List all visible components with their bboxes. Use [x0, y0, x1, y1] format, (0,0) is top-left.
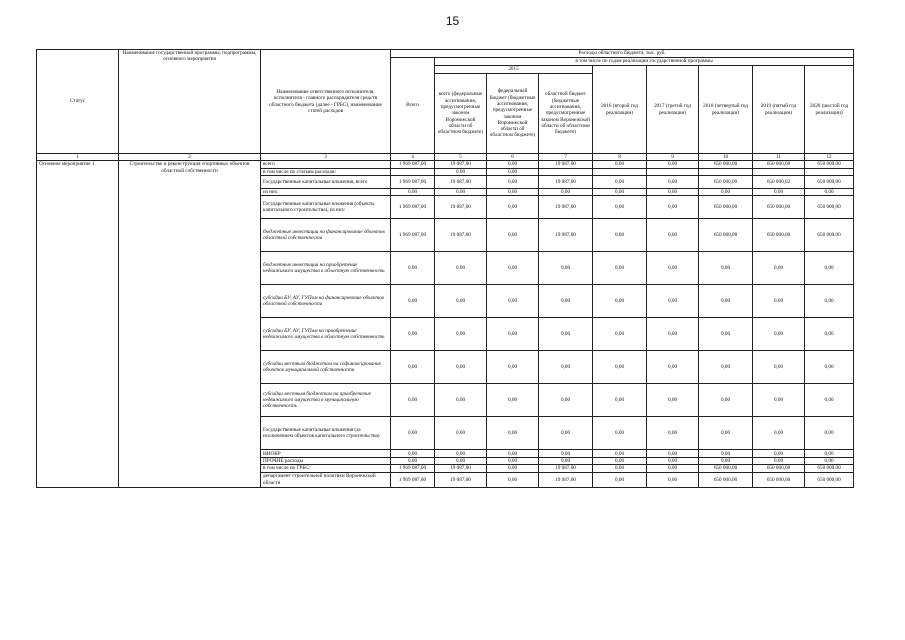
row-label: бюджетные инвестиции на финансирование объектов областной собственности — [261, 219, 391, 252]
value-cell: 0,00 — [593, 450, 647, 458]
row-label: Государственные капитальные вложения (за исключением объектов капитального строительства) — [261, 417, 391, 450]
value-cell: 0,00 — [391, 188, 435, 195]
value-cell: 650 000,00 — [805, 472, 854, 487]
value-cell: 0,00 — [805, 252, 854, 285]
value-cell: 0,00 — [487, 175, 539, 188]
value-cell: 0,00 — [699, 458, 753, 465]
value-cell: 0,00 — [699, 417, 753, 450]
table-body — [37, 161, 854, 487]
value-cell: 0,00 — [647, 161, 699, 168]
col-num: 7 — [539, 154, 593, 161]
value-cell: 650 000,00 — [753, 161, 805, 168]
header-year-2015: 2015 — [435, 66, 593, 74]
value-cell: 0,00 — [593, 161, 647, 168]
value-cell: 0,00 — [647, 384, 699, 417]
value-cell: 650 000,00 — [805, 219, 854, 252]
value-cell: 0,00 — [435, 417, 487, 450]
value-cell: 1 969 087,00 — [391, 196, 435, 219]
value-cell — [593, 168, 647, 175]
value-cell: 0,00 — [487, 465, 539, 472]
value-cell — [647, 168, 699, 175]
value-cell: 0,00 — [435, 318, 487, 351]
value-cell: 19 087,00 — [539, 219, 593, 252]
value-cell: 650 000,00 — [699, 161, 753, 168]
value-cell: 0,00 — [805, 318, 854, 351]
value-cell: 1 969 087,00 — [391, 465, 435, 472]
value-cell: 0,00 — [699, 384, 753, 417]
value-cell: 0,00 — [647, 219, 699, 252]
value-cell: 650 000,00 — [699, 219, 753, 252]
value-cell: 0,00 — [539, 450, 593, 458]
row-label: Государственные капитальные вложения (объекты капитального строительства), из них: — [261, 196, 391, 219]
value-cell: 0,00 — [805, 351, 854, 384]
value-cell — [753, 168, 805, 175]
value-cell: 0,00 — [647, 252, 699, 285]
column-number-row — [37, 154, 854, 161]
value-cell: 650 000,00 — [699, 465, 753, 472]
header-col-2017: 2017 (третий год реализации) — [647, 66, 699, 154]
value-cell: 1 969 087,00 — [391, 161, 435, 168]
value-cell: 0,00 — [435, 252, 487, 285]
value-cell: 0,00 — [593, 188, 647, 195]
value-cell: 0,00 — [593, 458, 647, 465]
value-cell: 650 000,00 — [753, 219, 805, 252]
value-cell: 0,00 — [539, 188, 593, 195]
col-num: 6 — [487, 154, 539, 161]
table-row — [37, 161, 854, 168]
value-cell: 0,00 — [593, 285, 647, 318]
header-col-2016: 2016 (второй год реализации) — [593, 66, 647, 154]
value-cell: 0,00 — [487, 219, 539, 252]
col-num: 11 — [753, 154, 805, 161]
row-label: субсидии БУ, АУ, ГУПам на финансирование объектов областной собственности — [261, 285, 391, 318]
budget-table — [36, 49, 854, 488]
row-label: субсидии местным бюджетам на приобретение недвижимого имущества в муниципальную собственность — [261, 384, 391, 417]
value-cell: 0,00 — [699, 351, 753, 384]
value-cell: 0,00 — [753, 285, 805, 318]
value-cell: 0,00 — [593, 252, 647, 285]
value-cell: 0,00 — [487, 472, 539, 487]
value-cell: 0,00 — [539, 252, 593, 285]
value-cell: 0,00 — [391, 285, 435, 318]
value-cell: 19 087,00 — [435, 196, 487, 219]
value-cell: 19 087,00 — [435, 465, 487, 472]
value-cell: 0,00 — [647, 175, 699, 188]
col-num: 12 — [805, 154, 854, 161]
value-cell: 0,00 — [391, 417, 435, 450]
value-cell: 0,00 — [391, 450, 435, 458]
value-cell: 19 087,00 — [539, 175, 593, 188]
value-cell: 0,00 — [805, 285, 854, 318]
value-cell: 0,00 — [753, 188, 805, 195]
value-cell: 0,00 — [647, 417, 699, 450]
value-cell: 0,00 — [647, 318, 699, 351]
value-cell: 0,00 — [539, 318, 593, 351]
measure-status: Основное мероприятие 1 — [37, 161, 119, 487]
value-cell: 0,00 — [539, 458, 593, 465]
value-cell: 0,00 — [805, 458, 854, 465]
value-cell: 0,00 — [647, 188, 699, 195]
header-col-all-funds: всего (федеральные ассигнования, предусмотренные законом Воронежской области об областном бюджете) — [435, 74, 487, 154]
value-cell: 0,00 — [487, 285, 539, 318]
row-label: из них: — [261, 188, 391, 195]
value-cell — [805, 168, 854, 175]
value-cell: 0,00 — [539, 384, 593, 417]
value-cell — [539, 168, 593, 175]
row-label: субсидии местным бюджетам на софинансирование объектов муниципальной собственности — [261, 351, 391, 384]
value-cell: 0,00 — [487, 318, 539, 351]
value-cell: 0,00 — [435, 168, 487, 175]
value-cell: 0,00 — [593, 318, 647, 351]
col-num: 5 — [435, 154, 487, 161]
value-cell: 650 000,00 — [753, 472, 805, 487]
row-label: в том числе по ГРБС: — [261, 465, 391, 472]
value-cell: 650 000,00 — [699, 196, 753, 219]
value-cell: 0,00 — [805, 384, 854, 417]
value-cell: 0,00 — [699, 285, 753, 318]
value-cell: 1 969 087,00 — [391, 175, 435, 188]
value-cell: 0,00 — [593, 465, 647, 472]
header-total: Всего — [391, 58, 435, 154]
value-cell: 0,00 — [805, 417, 854, 450]
header-col-2019: 2019 (пятый год реализации) — [753, 66, 805, 154]
value-cell: 0,00 — [593, 351, 647, 384]
value-cell: 0,00 — [391, 252, 435, 285]
value-cell: 0,00 — [699, 188, 753, 195]
row-label: Государственные капитальные вложения, всего — [261, 175, 391, 188]
value-cell: 0,00 — [699, 318, 753, 351]
row-label: бюджетные инвестиции на приобретение недвижимого имущества в областную собственность — [261, 252, 391, 285]
value-cell: 0,00 — [435, 458, 487, 465]
header-status: Статус — [37, 50, 119, 154]
value-cell: 0,00 — [487, 161, 539, 168]
header-program-name: Наименование государственной программы, подпрограммы, основного мероприятия — [119, 50, 261, 154]
value-cell: 650 000,00 — [753, 465, 805, 472]
value-cell: 650 000,00 — [805, 175, 854, 188]
row-label: НИОКР — [261, 450, 391, 458]
header-by-years: в том числе по годам реализации государственной программы — [435, 58, 854, 66]
measure-name: Строительство и реконструкция спортивных объектов областной собственности — [119, 161, 261, 487]
value-cell: 0,00 — [593, 175, 647, 188]
value-cell: 0,00 — [753, 384, 805, 417]
page-number: 15 — [445, 14, 460, 28]
value-cell: 650 000,02 — [753, 175, 805, 188]
value-cell: 0,00 — [487, 417, 539, 450]
value-cell: 0,00 — [487, 384, 539, 417]
value-cell: 0,00 — [391, 384, 435, 417]
value-cell: 0,00 — [699, 252, 753, 285]
value-cell: 0,00 — [391, 318, 435, 351]
value-cell: 0,00 — [805, 450, 854, 458]
value-cell: 0,00 — [753, 450, 805, 458]
value-cell: 0,00 — [593, 417, 647, 450]
col-num: 8 — [593, 154, 647, 161]
value-cell: 19 087,00 — [435, 161, 487, 168]
value-cell: 0,00 — [753, 458, 805, 465]
value-cell: 0,00 — [647, 458, 699, 465]
value-cell: 0,00 — [647, 285, 699, 318]
value-cell: 0,00 — [487, 450, 539, 458]
value-cell: 0,00 — [753, 252, 805, 285]
value-cell: 1 969 087,00 — [391, 219, 435, 252]
value-cell: 0,00 — [487, 196, 539, 219]
value-cell: 650 000,00 — [699, 472, 753, 487]
row-label: субсидии БУ, АУ, ГУПам на приобретение недвижимого имущества в областную собственность — [261, 318, 391, 351]
row-label: ПРОЧИЕ расходы — [261, 458, 391, 465]
header-executor: Наименование ответственного исполнителя, исполнителя - главного распорядителя средств областного бюджета (далее - ГРБС), наименование статей расходов — [261, 50, 391, 154]
value-cell: 0,00 — [487, 188, 539, 195]
table-header — [37, 50, 854, 161]
value-cell: 0,00 — [435, 188, 487, 195]
value-cell: 0,00 — [391, 458, 435, 465]
col-num: 2 — [119, 154, 261, 161]
value-cell: 0,00 — [805, 188, 854, 195]
value-cell: 0,00 — [647, 465, 699, 472]
value-cell: 0,00 — [593, 219, 647, 252]
value-cell: 650 000,00 — [699, 175, 753, 188]
value-cell: 19 087,00 — [539, 196, 593, 219]
value-cell: 0,00 — [647, 351, 699, 384]
header-col-federal: федеральный бюджет (бюджетные ассигнования, предусмотренные законом Воронежской области об областном бюджете) — [487, 74, 539, 154]
value-cell — [699, 168, 753, 175]
value-cell: 650 000,00 — [753, 196, 805, 219]
value-cell: 19 087,00 — [539, 472, 593, 487]
value-cell: 0,00 — [487, 351, 539, 384]
value-cell: 0,00 — [593, 384, 647, 417]
value-cell: 0,00 — [753, 318, 805, 351]
row-label: департамент строительной политики Воронежской области — [261, 472, 391, 487]
row-label: в том числе по статьям расходов: — [261, 168, 391, 175]
value-cell: 0,00 — [647, 450, 699, 458]
col-num: 1 — [37, 154, 119, 161]
header-col-regional: областной бюджет (бюджетные ассигнования, предусмотренные законом Воронежской области об областном бюджете) — [539, 74, 593, 154]
value-cell: 19 087,00 — [435, 472, 487, 487]
row-label: всего — [261, 161, 391, 168]
value-cell: 0,00 — [435, 384, 487, 417]
value-cell: 650 000,00 — [805, 196, 854, 219]
value-cell: 0,00 — [753, 351, 805, 384]
value-cell: 0,00 — [487, 168, 539, 175]
value-cell: 19 087,00 — [435, 219, 487, 252]
value-cell: 0,00 — [699, 450, 753, 458]
col-num: 9 — [647, 154, 699, 161]
header-col-2018: 2018 (четвертый год реализации) — [699, 66, 753, 154]
value-cell: 0,00 — [593, 196, 647, 219]
value-cell: 19 087,00 — [539, 161, 593, 168]
value-cell: 19 087,00 — [435, 175, 487, 188]
value-cell: 0,00 — [435, 450, 487, 458]
value-cell: 0,00 — [753, 417, 805, 450]
value-cell: 1 969 087,00 — [391, 472, 435, 487]
header-col-2020: 2020 (шестой год реализации) — [805, 66, 854, 154]
value-cell: 0,00 — [593, 472, 647, 487]
value-cell: 0,00 — [391, 351, 435, 384]
value-cell: 0,00 — [539, 351, 593, 384]
col-num: 3 — [261, 154, 391, 161]
value-cell: 0,00 — [647, 472, 699, 487]
value-cell — [391, 168, 435, 175]
value-cell: 0,00 — [539, 417, 593, 450]
value-cell: 0,00 — [435, 285, 487, 318]
value-cell: 0,00 — [487, 252, 539, 285]
value-cell: 0,00 — [435, 351, 487, 384]
header-expenses-title: Расходы областного бюджета, тыс. руб. — [391, 50, 854, 58]
value-cell: 0,00 — [539, 285, 593, 318]
col-num: 10 — [699, 154, 753, 161]
value-cell: 650 000,00 — [805, 465, 854, 472]
col-num: 4 — [391, 154, 435, 161]
value-cell: 19 087,00 — [539, 465, 593, 472]
value-cell: 650 000,00 — [805, 161, 854, 168]
value-cell: 0,00 — [487, 458, 539, 465]
value-cell: 0,00 — [647, 196, 699, 219]
